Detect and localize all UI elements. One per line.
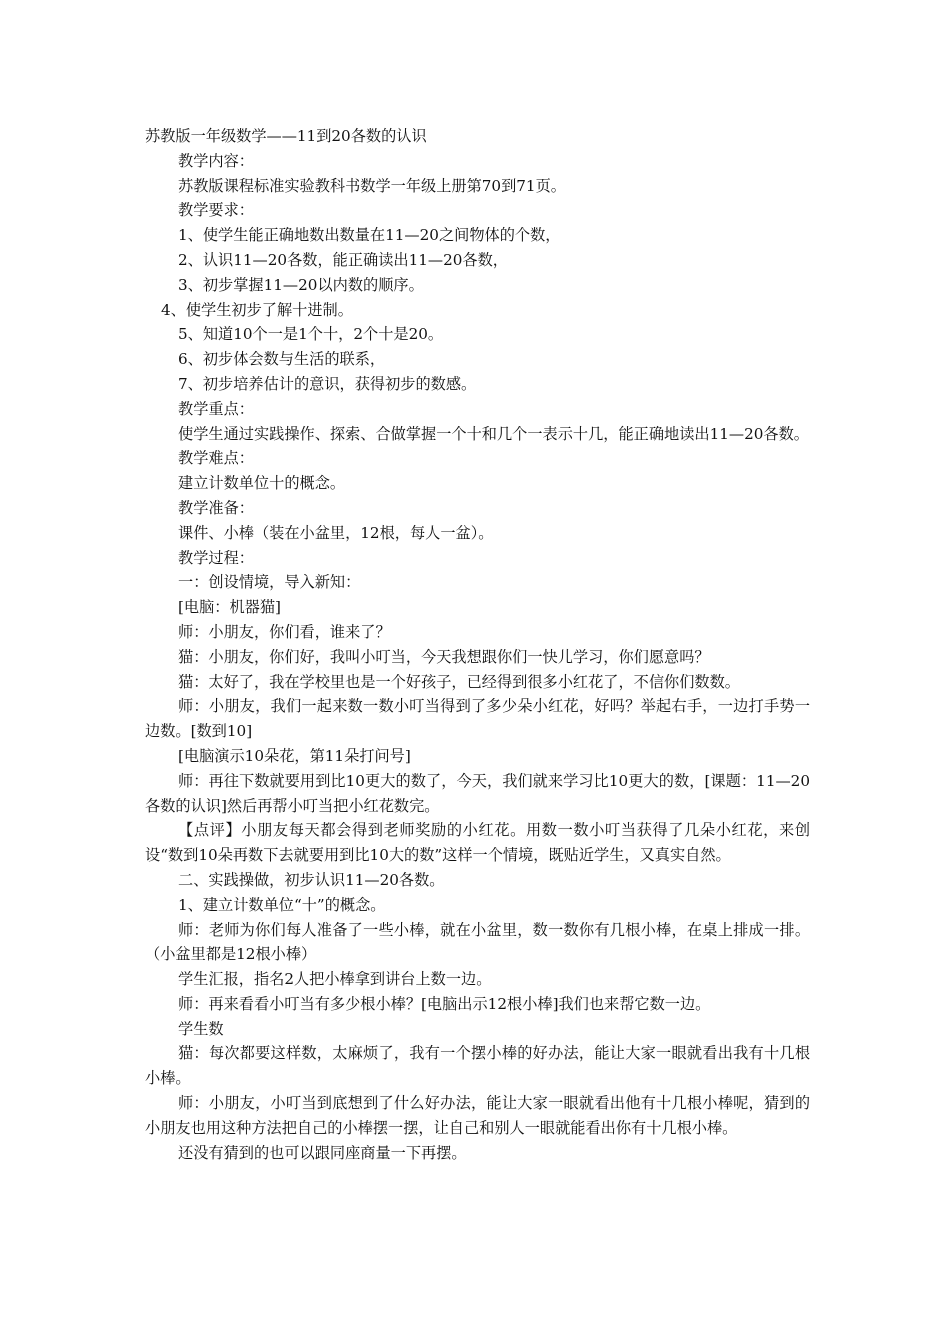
paragraph: [电脑：机器猫] <box>178 598 281 617</box>
paragraph: 二、实践操做，初步认识11—20各数。 <box>178 870 445 889</box>
paragraph: 2、认识11—20各数，能正确读出11—20各数， <box>178 250 508 269</box>
document-title: 苏教版一年级数学——11到20各数的认识 <box>145 127 427 145</box>
paragraph: 学生汇报，指名2人把小棒拿到讲台上数一边。 <box>178 970 492 989</box>
document-body <box>145 124 810 1165</box>
paragraph: 还没有猜到的也可以跟同座商量一下再摆。 <box>178 1143 467 1162</box>
paragraph: 3、初步掌握11—20以内数的顺序。 <box>178 275 424 294</box>
paragraph: 教学过程： <box>178 548 254 567</box>
paragraph: 师：小朋友，你们看，谁来了？ <box>178 622 391 641</box>
paragraph: 教学重点： <box>178 399 254 418</box>
paragraph: 1、使学生能正确地数出数量在11—20之间物体的个数， <box>178 226 561 245</box>
paragraph: 苏教版课程标准实验教科书数学一年级上册第70到71页。 <box>178 176 566 195</box>
paragraph: 5、知道10个一是1个十，2个十是20。 <box>178 325 444 344</box>
paragraph: 课件、小棒（装在小盆里，12根，每人一盆）。 <box>178 523 494 542</box>
paragraph: 师：小朋友，小叮当到底想到了什么好办法，能让大家一眼就看出他有十几根小棒呢，猜到的小朋友也用这种方法把自己的小棒摆一摆，让自己和别人一眼就能看出你有十几根小棒。 <box>145 1094 810 1137</box>
paragraph: 建立计数单位十的概念。 <box>178 474 346 493</box>
paragraph: 猫：小朋友，你们好，我叫小叮当，今天我想跟你们一快儿学习，你们愿意吗？ <box>178 647 710 666</box>
paragraph: 师：再来看看小叮当有多少根小棒？[电脑出示12根小棒]我们也来帮它数一边。 <box>178 994 711 1013</box>
paragraph: 师：老师为你们每人准备了一些小棒，就在小盆里，数一数你有几根小棒，在桌上排成一排。（小盆里都是12根小棒） <box>145 920 810 964</box>
paragraph: [电脑演示10朵花，第11朵打问号] <box>178 746 411 765</box>
paragraph: 猫：每次都要这样数，太麻烦了，我有一个摆小棒的好办法，能让大家一眼就看出我有十几根小棒。 <box>145 1044 810 1088</box>
paragraph: 师：小朋友，我们一起来数一数小叮当得到了多少朵小红花，好吗？举起右手，一边打手势一边数。[数到10] <box>145 697 810 741</box>
paragraph: 一：创设情境，导入新知： <box>178 573 361 592</box>
paragraph: 使学生通过实践操作、探索、合做掌握一个十和几个一表示十几，能正确地读出11—20各数。 <box>178 424 809 443</box>
paragraph: 教学难点： <box>178 449 254 468</box>
paragraph: 教学内容： <box>178 151 254 170</box>
paragraph: 4、使学生初步了解十进制。 <box>161 300 353 319</box>
paragraph: 7、初步培养估计的意识，获得初步的数感。 <box>178 374 477 393</box>
paragraph: 【点评】小朋友每天都会得到老师奖励的小红花。用数一数小叮当获得了几朵小红花，来创设“数到10朵再数下去就要用到比10大的数”这样一个情境，既贴近学生，又真实自然。 <box>145 821 810 865</box>
paragraph: 猫：太好了，我在学校里也是一个好孩子，已经得到很多小红花了，不信你们数数。 <box>178 672 740 691</box>
paragraph: 教学准备： <box>178 498 254 517</box>
paragraph-list <box>145 149 810 1166</box>
paragraph: 6、初步体会数与生活的联系， <box>178 350 386 369</box>
paragraph: 学生数 <box>178 1019 224 1038</box>
paragraph: 师：再往下数就要用到比10更大的数了，今天，我们就来学习比10更大的数，[课题：11—20各数的认识]然后再帮小叮当把小红花数完。 <box>145 771 810 815</box>
paragraph: 教学要求： <box>178 201 254 220</box>
paragraph: 1、建立计数单位“十”的概念。 <box>178 895 386 914</box>
